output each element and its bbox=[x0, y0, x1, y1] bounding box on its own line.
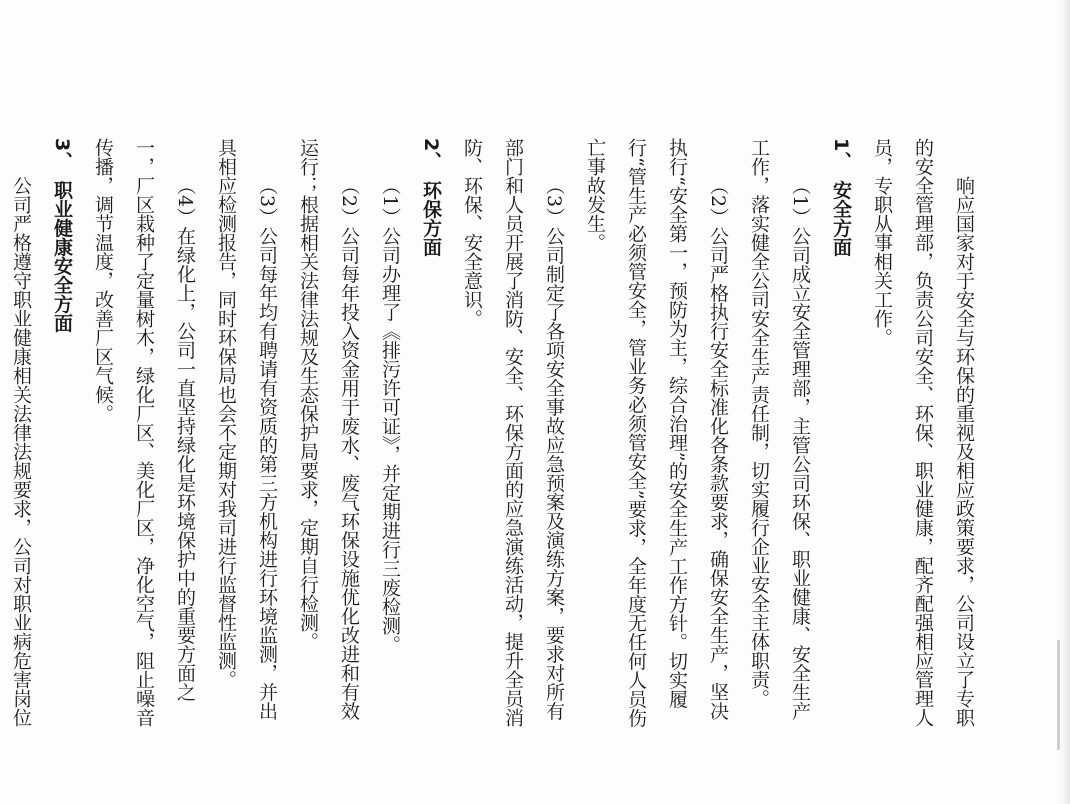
safety-paragraph-2: （2）公司严格执行安全标准化各条款要求，确保安全生产，坚决执行“安全第一，预防为主，综合治理”的安全生产工作方针。切实履行“管生产必须管安全，管业务必须管安全”要求，全年度无任何人员伤亡事故发生。 bbox=[584, 138, 729, 728]
section-heading-occupational-health bbox=[41, 138, 82, 738]
section-number: 1、 bbox=[830, 138, 852, 171]
environment-paragraph-4: （4）在绿化上，公司一直坚持绿化是环境保护中的重要方面之一，厂区栽种了定量树木，绿化厂区、美化厂区，净化空气，阻止噪音传播，调节温度，改善厂区气候。 bbox=[92, 138, 196, 727]
safety-paragraph-1: （1）公司成立安全管理部，主管公司环保、职业健康、安全生产工作，落实健全公司安全生产责任制，切实履行企业安全主体职责。 bbox=[748, 138, 811, 721]
environment-paragraph-1: （1）公司办理了《排污许可证》，并定期进行三废检测。 bbox=[379, 176, 401, 654]
section-title: 环保方面 bbox=[420, 180, 442, 257]
occupational-health-paragraph-1: 公司严格遵守职业健康相关法律法规要求，公司对职业病危害岗位 bbox=[10, 176, 32, 727]
section-title: 职业健康安全方面 bbox=[51, 180, 73, 333]
section-heading-environment bbox=[410, 138, 451, 738]
safety-paragraph-3: （3）公司制定了各项安全事故应急预案及演练方案，要求对所有部门和人员开展了消防、安全、环保方面的应急演练活动，提升全员消防、环保、安全意识。 bbox=[461, 138, 565, 727]
environment-paragraph-2: （2）公司每年投入资金用于废水、废气环保设施优化改进和有效运行；根据相关法律法规及生态保护局要求，定期自行检测。 bbox=[297, 138, 360, 721]
scan-mark bbox=[1057, 640, 1060, 750]
document-body bbox=[10, 138, 984, 738]
section-heading-safety bbox=[820, 138, 861, 738]
section-number: 2、 bbox=[420, 138, 442, 171]
intro-paragraph: 响应国家对于安全与环保的重视及相应政策要求，公司设立了专职的安全管理部，负责公司安全、环保、职业健康，配齐配强相应管理人员，专职从事相关工作。 bbox=[871, 138, 975, 727]
section-title: 安全方面 bbox=[830, 180, 852, 257]
environment-paragraph-3: （3）公司每年均有聘请有资质的第三方机构进行环境监测，并出具相应检测报告，同时环保局也会不定期对我司进行监督性监测。 bbox=[215, 138, 278, 721]
section-number: 3、 bbox=[51, 138, 73, 171]
